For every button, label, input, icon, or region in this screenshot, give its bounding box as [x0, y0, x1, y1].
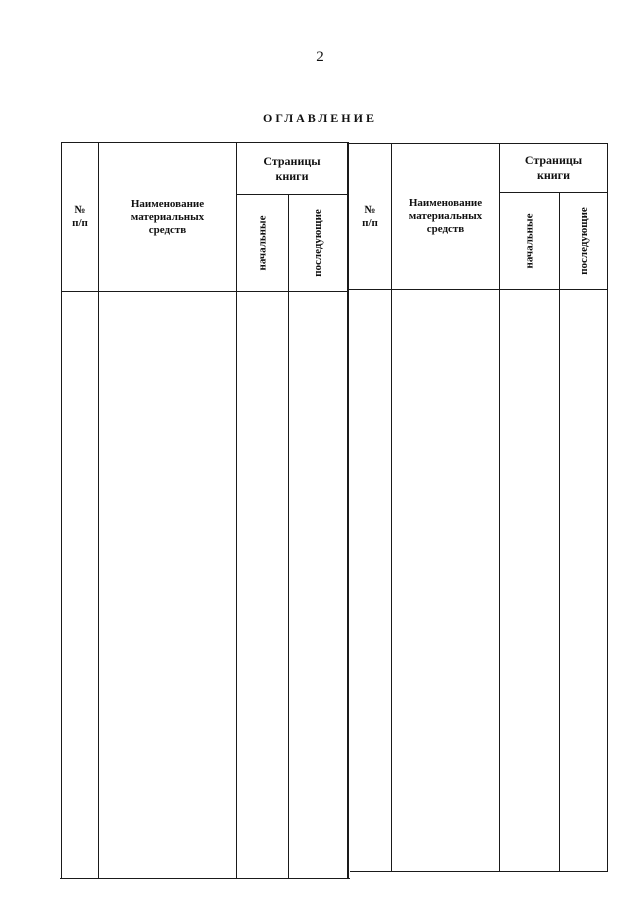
header-bottom-line-left	[62, 291, 348, 292]
header-pages-right: Страницы книги	[524, 153, 583, 182]
header-next-right: последующие	[577, 207, 590, 275]
col-line-left-start	[288, 194, 289, 879]
col-line-right-outer	[607, 143, 608, 872]
page-title: ОГЛАВЛЕНИЕ	[263, 111, 377, 125]
page-number: 2	[316, 49, 324, 65]
header-start-left: начальные	[256, 215, 269, 271]
header-start-right: начальные	[523, 213, 536, 269]
header-name-left: Наименование материальных средств	[130, 197, 205, 236]
header-number-right: № п/п	[362, 203, 378, 229]
header-number-left: № п/п	[72, 204, 88, 229]
table-bottom-border-right	[350, 871, 608, 872]
header-pages-left: Страницы книги	[263, 153, 321, 183]
header-bottom-line-right	[348, 289, 608, 290]
header-next-left: последующие	[312, 209, 325, 277]
table-bottom-border-left	[60, 878, 350, 879]
col-line-right-start	[559, 192, 560, 872]
header-name-right: Наименование материальных средств	[408, 197, 483, 235]
